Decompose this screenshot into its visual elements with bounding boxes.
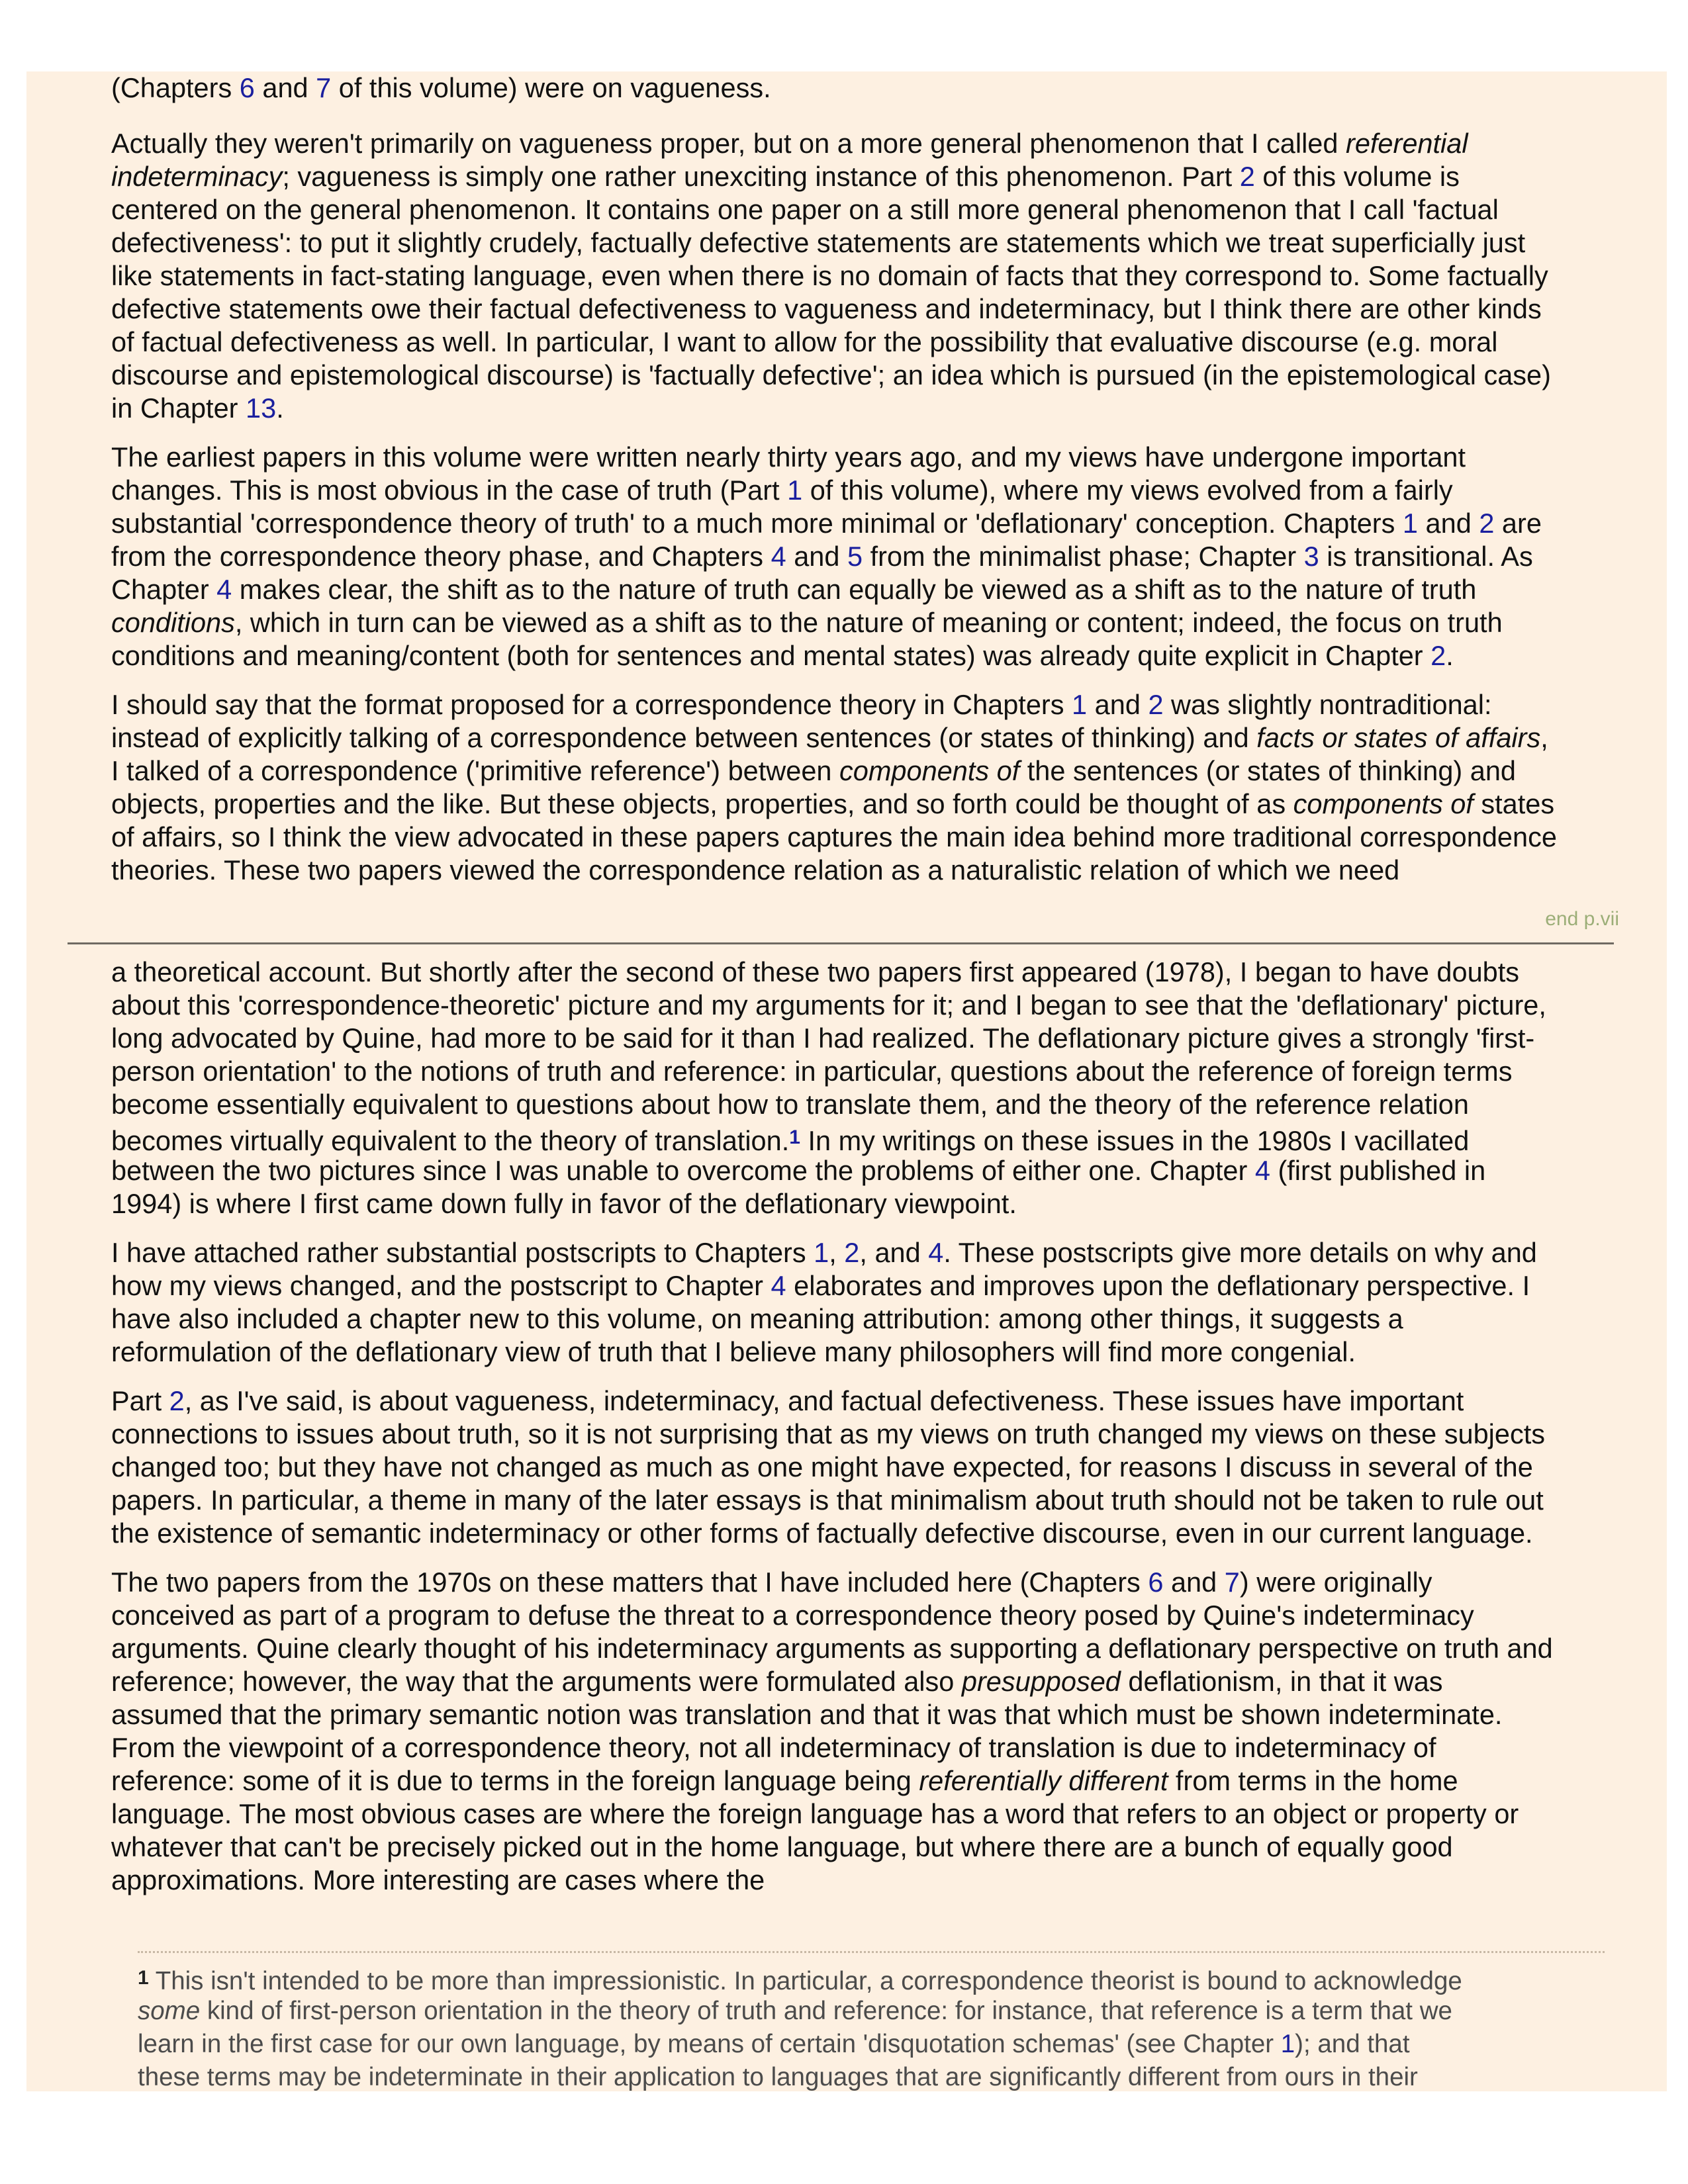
text-line: 1994) is where I first came down fully in favor of the deflationary viewpoint. [111,1188,1017,1219]
chapter-link[interactable]: 6 [239,72,255,103]
text-line: some kind of first-person orientation in the theory of truth and reference: for instance, that reference is a term that we [138,1997,1452,2025]
chapter-link[interactable]: 1 [1072,689,1088,720]
text-line: like statements in fact-stating language, even when there is no domain of facts that they correspond to. Some factually [111,260,1548,291]
footnote-1 [138,1962,1614,2094]
page-break-divider [68,942,1614,944]
text-line: indeterminacy; vagueness is simply one rather unexciting instance of this phenomenon. Part 2 of this volume is [111,161,1460,192]
text-line: of factual defectiveness as well. In particular, I want to allow for the possibility that evaluative discourse (e.g. moral [111,326,1498,357]
text-line: person orientation' to the notions of truth and reference: in particular, questions about the reference of foreign terms [111,1056,1513,1087]
text-line: long advocated by Quine, had more to be said for it than I had realized. The deflationary picture gives a strongly 'first- [111,1023,1535,1054]
text-line: become essentially equivalent to questions about how to translate them, and the theory of the reference relation [111,1089,1469,1120]
text-line: becomes virtually equivalent to the theory of translation.$^1$ In my writings on these issues in the 1980s I vacillated [111,1125,1470,1156]
text-line: defectiveness': to put it slightly crudely, factually defective statements are statements which we treat superficially just [111,227,1526,258]
text-line: instead of explicitly talking of a correspondence between sentences (or states of thinking) and facts or states of affairs, [111,722,1548,753]
text-line: I talked of a correspondence ('primitive reference') between components of the sentences (or states of thinking) and [111,755,1516,786]
chapter-link[interactable]: 2 [1239,161,1255,192]
emphasis-text: indeterminacy [111,161,283,192]
chapter-link[interactable]: 1 [1280,2030,1295,2058]
chapter-link[interactable]: 2 [169,1385,185,1416]
text-line: theories. These two papers viewed the correspondence relation as a naturalistic relation of which we need [111,854,1400,886]
chapter-link[interactable]: 3 [1303,541,1319,572]
emphasis-text: components of [1293,788,1474,819]
chapter-link[interactable]: 2 [844,1237,860,1268]
chapter-link[interactable]: 5 [847,541,863,572]
chapter-link[interactable]: 2 [1430,640,1446,671]
text-line: Actually they weren't primarily on vagueness proper, but on a more general phenomenon that I called referential [111,128,1468,159]
text-line: arguments. Quine clearly thought of his indeterminacy arguments as supporting a deflationary perspective on truth and [111,1633,1553,1664]
text-line: from the correspondence theory phase, and Chapters 4 and 5 from the minimalist phase; Chapter 3 is transitional. As [111,541,1533,572]
text-line: changed too; but they have not changed as much as one might have expected, for reasons I discuss in several of the [111,1451,1533,1482]
chapter-link[interactable]: 2 [1479,508,1495,539]
footnote-number: 1 [138,1967,149,1989]
text-line: language. The most obvious cases are where the foreign language has a word that refers to an object or property or [111,1798,1519,1829]
chapter-link[interactable]: 13 [246,392,277,424]
text-line: The two papers from the 1970s on these matters that I have included here (Chapters 6 and 7) were originally [111,1567,1432,1598]
paragraph-theoretical-account [111,956,1594,1220]
emphasis-text: referential [1346,128,1468,159]
chapter-link[interactable]: 4 [928,1237,944,1268]
text-line: how my views changed, and the postscript to Chapter 4 elaborates and improves upon the deflationary perspective. I [111,1270,1530,1301]
text-line: between the two pictures since I was unable to overcome the problems of either one. Chapter 4 (first published in [111,1155,1486,1186]
text-line: conditions, which in turn can be viewed as a shift as to the nature of meaning or content; indeed, the focus on truth [111,607,1503,638]
text-line: have also included a chapter new to this volume, on meaning attribution: among other things, it suggests a [111,1303,1403,1334]
emphasis-text: presupposed [961,1666,1121,1697]
chapter-link[interactable]: 4 [771,541,786,572]
text-line: of affairs, so I think the view advocated in these papers captures the main idea behind more traditional correspondence [111,821,1557,852]
chapter-link[interactable]: 2 [1148,689,1164,720]
emphasis-text: facts or states of affairs [1256,722,1541,753]
text-line: the existence of semantic indeterminacy or other forms of factually defective discourse, even in our current language. [111,1518,1533,1549]
text-line: reference; however, the way that the arguments were formulated also presupposed deflationism, in that it was [111,1666,1443,1697]
chapter-link[interactable]: 4 [216,574,232,605]
chapter-link[interactable]: 7 [1224,1567,1240,1598]
text-line: papers. In particular, a theme in many of the later essays is that minimalism about truth should not be taken to rule out [111,1484,1544,1516]
text-line: about this 'correspondence-theoretic' picture and my arguments for it; and I began to see that the 'deflationary' picture, [111,989,1546,1021]
emphasis-text: some [138,1997,201,2025]
footnote-separator [138,1951,1605,1953]
page-end-marker: end p.vii [1545,908,1619,930]
paragraph-continuation [111,71,1594,105]
text-line: centered on the general phenomenon. It contains one paper on a still more general phenomenon that I call 'factual [111,194,1499,225]
emphasis-text: referentially different [919,1765,1168,1796]
paragraph-1970s-papers [111,1566,1594,1897]
emphasis-text: conditions [111,607,235,638]
text-line: approximations. More interesting are cases where the [111,1864,765,1895]
text-line: The earliest papers in this volume were written nearly thirty years ago, and my views have undergone important [111,441,1466,473]
document-page [26,71,1667,2091]
text-line: From the viewpoint of a correspondence theory, not all indeterminacy of translation is due to indeterminacy of [111,1732,1436,1763]
paragraph-postscripts [111,1236,1594,1369]
chapter-link[interactable]: 1 [1402,508,1418,539]
chapter-link[interactable]: 1 [814,1237,829,1268]
text-line: connections to issues about truth, so it is not surprising that as my views on truth changed my views on these subjects [111,1418,1546,1449]
text-line: Part 2, as I've said, is about vagueness, indeterminacy, and factual defectiveness. These issues have important [111,1385,1464,1416]
text-line: changes. This is most obvious in the case of truth (Part 1 of this volume), where my views evolved from a fairly [111,475,1453,506]
paragraph-earliest-papers [111,441,1594,672]
paragraph-vagueness [111,1385,1594,1550]
text-line: I should say that the format proposed for a correspondence theory in Chapters 1 and 2 was slightly nontraditional: [111,689,1492,720]
chapter-link[interactable]: 6 [1148,1567,1164,1598]
text-line: substantial 'correspondence theory of truth' to a much more minimal or 'deflationary' conception. Chapters 1 and 2 are [111,508,1542,539]
text-line: in Chapter 13. [111,392,284,424]
text-line: discourse and epistemological discourse) is 'factually defective'; an idea which is pursued (in the epistemological case) [111,359,1551,390]
text-line: $^1$ This isn't intended to be more than impressionistic. In particular, a correspondence theorist is bound to acknowledge [138,1967,1462,1995]
text-line: reference: some of it is due to terms in the foreign language being referentially different from terms in the home [111,1765,1458,1796]
text-line: objects, properties and the like. But these objects, properties, and so forth could be thought of as components of states [111,788,1555,819]
chapter-link[interactable]: 4 [771,1270,786,1301]
text-line: reformulation of the deflationary view of truth that I believe many philosophers will find more congenial. [111,1336,1356,1367]
text-line: conceived as part of a program to defuse the threat to a correspondence theory posed by Quine's indeterminacy [111,1600,1474,1631]
paragraph-referential-indeterminacy [111,127,1594,425]
text-line: assumed that the primary semantic notion was translation and that it was that which must be shown indeterminate. [111,1699,1503,1730]
chapter-link[interactable]: 7 [316,72,332,103]
text-line: conditions and meaning/content (both for sentences and mental states) was already quite explicit in Chapter 2. [111,640,1454,671]
text-line: a theoretical account. But shortly after the second of these two papers first appeared (1978), I began to have doubts [111,956,1520,987]
chapter-link[interactable]: 1 [787,475,803,506]
text-line: defective statements owe their factual defectiveness to vagueness and indeterminacy, but I think there are other kinds [111,293,1542,324]
text-line: these terms may be indeterminate in their application to languages that are significantly different from ours in their [138,2063,1418,2091]
text-line: I have attached rather substantial postscripts to Chapters 1, 2, and 4. These postscripts give more details on why and [111,1237,1537,1268]
text-line: Chapter 4 makes clear, the shift as to the nature of truth can equally be viewed as a shift as to the nature of truth [111,574,1477,605]
paragraph-correspondence-format [111,688,1594,887]
footnote-reference[interactable]: 1 [789,1126,800,1148]
chapter-link[interactable]: 4 [1254,1155,1270,1186]
emphasis-text: components of [839,755,1020,786]
text-line: (Chapters 6 and 7 of this volume) were on vagueness. [111,72,771,103]
text-line: learn in the first case for our own language, by means of certain 'disquotation schemas' (see Chapter 1); and that [138,2030,1410,2058]
text-line: whatever that can't be precisely picked out in the home language, but where there are a bunch of equally good [111,1831,1453,1862]
